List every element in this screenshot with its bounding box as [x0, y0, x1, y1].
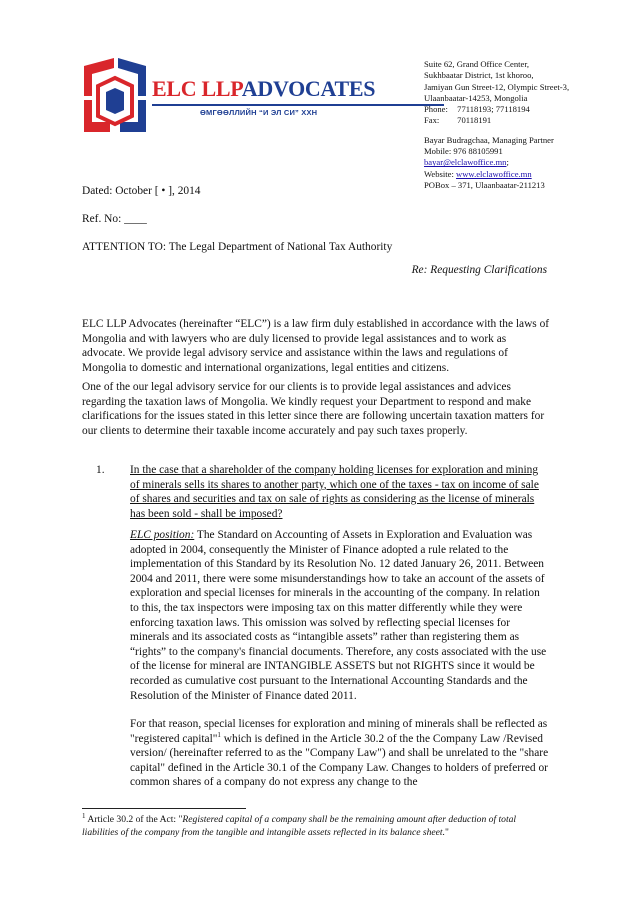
firm-name-advocates: ADVOCATES — [241, 76, 376, 101]
reason-text-before: For that reason, special licenses for exploration and mining of minerals shall be reflected as "registered capital" — [130, 718, 548, 745]
elc-position-label: ELC position: — [130, 529, 195, 541]
logo-emblem-icon — [80, 56, 150, 141]
address-line: Ulaanbaatar-14253, Mongolia — [424, 92, 528, 103]
address-line: Sukhbaatar District, 1st khoroo, — [424, 70, 534, 81]
phone-value: 77118193; 77118194 — [457, 104, 530, 115]
elc-position-paragraph — [130, 528, 550, 703]
footnote-prefix: Article 30.2 of the Act: " — [85, 814, 183, 825]
po-box: POBox – 371, Ulaanbaatar-211213 — [424, 179, 545, 190]
fax-row — [424, 115, 624, 126]
footnote-quote: Registered capital of a company shall be the remaining amount after deduction of total liabilities of the company from the tangible and intangible assets reflected in its balance sheet. — [82, 814, 517, 838]
email-row — [424, 157, 624, 168]
address-line: Suite 62, Grand Office Center, — [424, 59, 529, 69]
item-question: In the case that a shareholder of the company holding licenses for exploration and mining of minerals sells its shares to another party, which one of the taxes - tax on income of sale of shares and securities and tax on sale of rights as considering as the license of minerals has been sold - shall be imposed? — [130, 464, 539, 520]
logo-divider — [152, 104, 444, 106]
footnote — [82, 811, 552, 840]
item-number: 1. — [96, 464, 105, 476]
phone-label: Phone: — [424, 104, 448, 115]
attention-line: ATTENTION TO: The Legal Department of National Tax Authority — [82, 241, 393, 253]
subject-line: Re: Requesting Clarifications — [411, 264, 547, 276]
firm-name-mongolian: ӨМГӨӨЛЛИЙН “И ЭЛ СИ” ХХН — [200, 108, 318, 117]
website-link[interactable]: www.elclawoffice.mn — [456, 168, 532, 179]
firm-name-elc: ELC LLP — [152, 76, 242, 101]
phone-row — [424, 104, 624, 115]
contact-block — [424, 59, 624, 191]
firm-logo — [80, 56, 380, 141]
fax-label: Fax: — [424, 115, 440, 126]
fax-value: 70118191 — [457, 115, 492, 126]
website-row — [424, 169, 624, 180]
reason-text-after: which is defined in the Article 30.2 of the the Company Law /Revised version/ (hereinafter referred to as the "Company Law") and shall be unrelated to the "share capital" defined in the Article 30.1 of the Company Law. Changes to holders of preferred or common shares of a company do not express any change to the — [130, 732, 549, 789]
website-label: Website: — [424, 168, 457, 179]
contact-person: Bayar Budragchaa, Managing Partner — [424, 134, 554, 145]
email-link[interactable]: bayar@elclawoffice.mn — [424, 157, 507, 168]
elc-position-text: The Standard on Accounting of Assets in Exploration and Evaluation was adopted in 2004, consequently the Minister of Finance adopted a rule related to the implementation of this Standard by its Resolution No. 12 dated January 26, 2011. Between 2004 and 2011, there were some misunderstandings how to take an account of the assets of exploration and special licenses for minerals in the accounting of the company. In relation to this, the tax inspectors were imposing tax on this matter differently while they were enforcing taxation laws. This omission was solved by reflecting special licenses for minerals and its associated costs as “intangible assets” rather than registering them as “rights” to the company's financial documents. Therefore, any costs associated with the use of the license for mineral are INTANGIBLE ASSETS but not RIGHTS since it would be recorded as cumulative cost pursuant to the International Accounting Standards and the Resolution of the Minister of Finance dated 2011. — [130, 529, 547, 702]
request-paragraph: One of the our legal advisory service for our clients is to provide legal assistances and advices regarding the taxation laws of Mongolia. We kindly request your Department to respond and make clarifications for the issues stated in this letter since there are following uncertain taxation matters for our clients to determine their taxable income accurately and pay such taxes properly. — [82, 381, 545, 437]
footnote-divider — [82, 808, 246, 809]
footnote-suffix: " — [445, 826, 449, 838]
mobile-number: Mobile: 976 88105991 — [424, 146, 503, 157]
reason-paragraph — [130, 717, 550, 790]
letter-date: Dated: October [ • ], 2014 — [82, 185, 201, 197]
reference-number: Ref. No: ____ — [82, 213, 147, 225]
footnote-mark: 1 — [82, 811, 86, 820]
email-suffix: ; — [506, 157, 509, 168]
footnote-reference[interactable]: 1 — [217, 730, 221, 739]
address-line: Jamiyan Gun Street-12, Olympic Street-3, — [424, 81, 570, 92]
firm-name — [152, 76, 375, 102]
intro-paragraph: ELC LLP Advocates (hereinafter “ELC”) is a law firm duly established in accordance with the laws of Mongolia and with lawyers who are duly licensed to provide legal assistances and to work as advocate. We provide legal advisory service and assistance within the laws and regulations of Mongolia to domestic and international organizations, legal entities and citizens. — [82, 318, 550, 374]
